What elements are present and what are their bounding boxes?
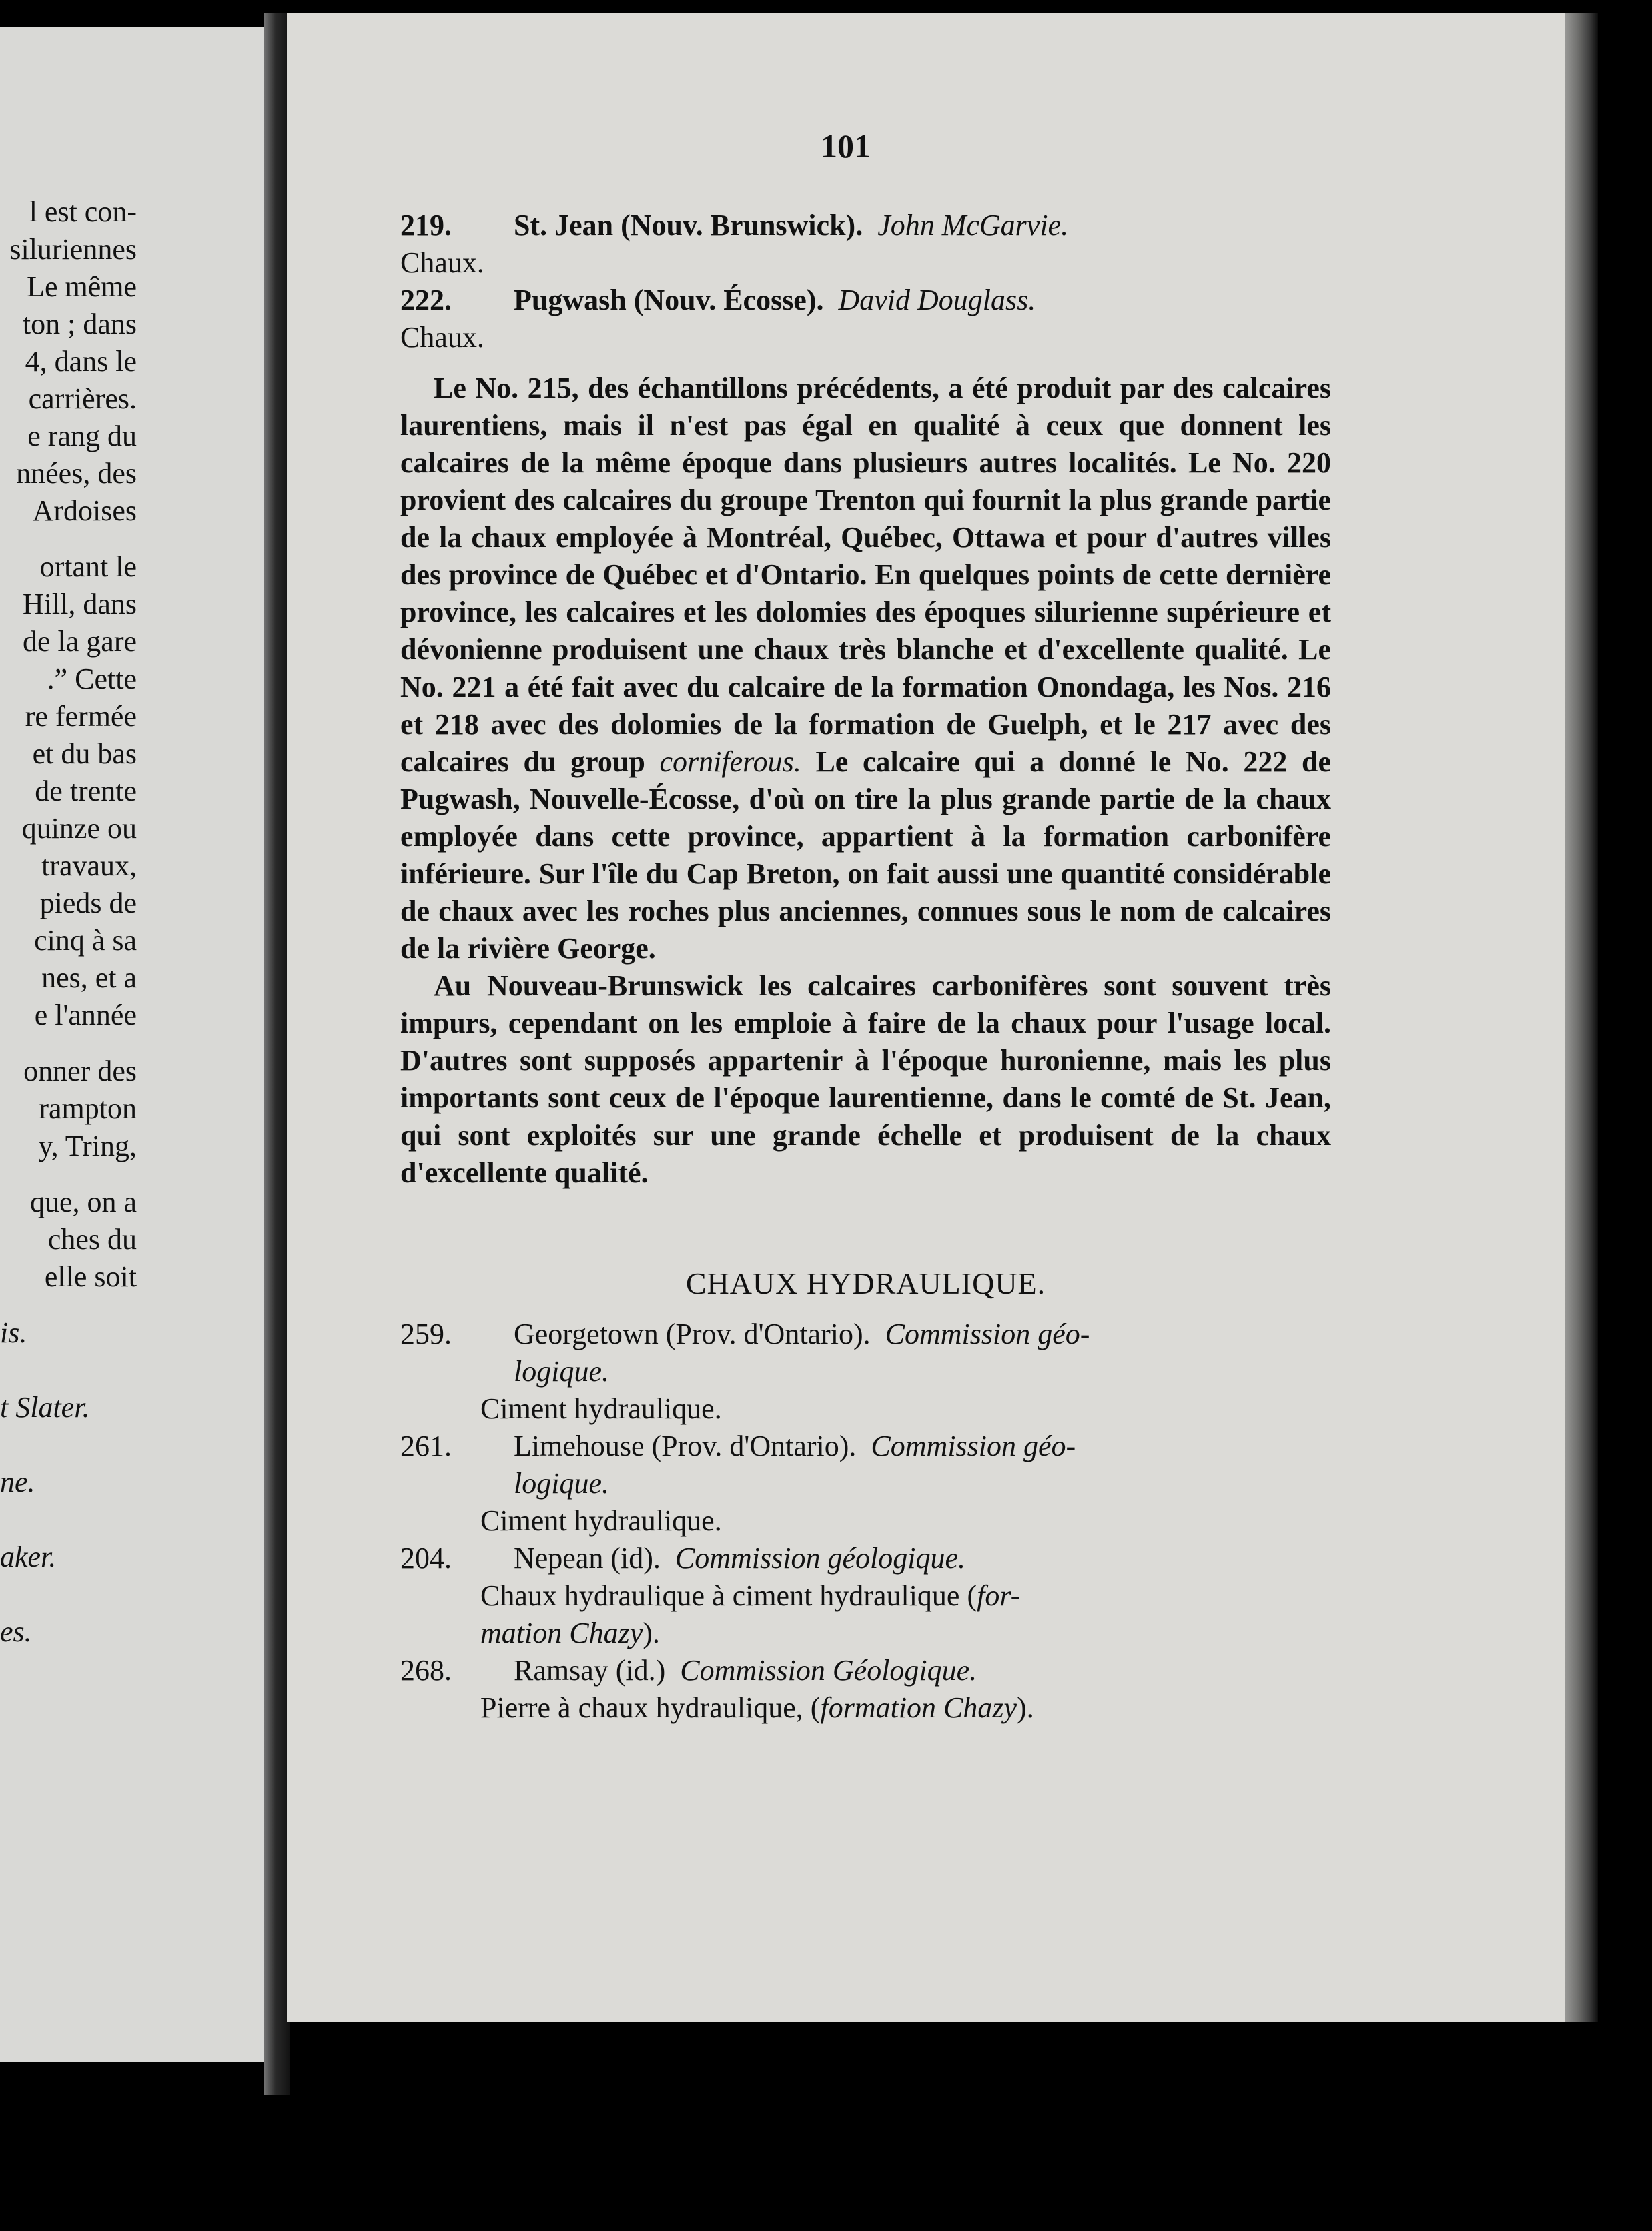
entry-source-cont: logique.: [514, 1355, 609, 1388]
entry-source-cont: logique.: [514, 1467, 609, 1500]
left-page-line: y, Tring,: [38, 1130, 137, 1162]
book-gutter: [264, 13, 290, 2095]
entry-product: Chaux hydraulique à ciment hydraulique (: [480, 1579, 977, 1612]
left-page-italic-line: aker.: [0, 1540, 57, 1573]
entry-source: Commission géo-: [885, 1318, 1090, 1350]
paragraph-text: Le No. 215, des échantillons précédents, a été produit par des calcaires laurentiens, mais il n'est pas égal en qualité à ceux que donnent les calcaires de la même époque dans plusieurs autres localités. Le No. 220 provient des calcaires du groupe Trenton qui fournit la plus grande partie de la chaux employée à Montréal, Québec, Ottawa et pour d'autres villes des province de Québec et d'Ontario. En quelques points de cette dernière province, les calcaires et les dolomies des époques silurienne supérieure et dévonienne produisent une chaux très blanche et d'excellente qualité. Le No. 221 a été fait avec du calcaire de la formation Onondaga, les Nos. 216 et 218 avec des dolomies de la formation de Guelph, et le 217 avec des calcaires du group: [400, 372, 1331, 778]
section-heading: CHAUX HYDRAULIQUE.: [685, 1266, 1046, 1300]
left-page-line: pieds de: [39, 887, 137, 919]
left-page-line: cinq à sa: [34, 924, 137, 957]
entry-place: St. Jean (Nouv. Brunswick).: [514, 209, 863, 242]
left-page-line: Le même: [27, 270, 137, 303]
paragraph: [400, 370, 1331, 967]
top-entry: [400, 207, 1331, 282]
entry-product-italic: mation Chazy: [480, 1617, 643, 1649]
left-page: [0, 27, 267, 2062]
entry-product: Ciment hydraulique.: [480, 1392, 722, 1425]
page-number: 101: [821, 127, 871, 165]
left-page-line: nes, et a: [41, 961, 137, 994]
entry-place: Limehouse (Prov. d'Ontario).: [514, 1430, 857, 1462]
left-page-line: quinze ou: [21, 812, 137, 845]
paragraph: Au Nouveau-Brunswick les calcaires carbonifères sont souvent très impurs, cependant on les emploie à faire de la chaux pour l'usage local. D'autres sont supposés appartenir à l'époque huronienne, mais les plus importants sont ceux de l'époque laurentienne, dans le comté de St. Jean, qui sont exploités sur une grande échelle et produisent de la chaux d'excellente qualité.: [400, 969, 1331, 1189]
entry-product: Chaux.: [400, 321, 484, 354]
left-page-line: ortant le: [39, 550, 137, 583]
page-body: [400, 207, 1331, 1727]
left-page-text: [0, 193, 137, 1688]
entry-product: Pierre à chaux hydraulique, (: [480, 1691, 821, 1724]
left-page-line: elle soit: [44, 1260, 137, 1293]
entry-place: Georgetown (Prov. d'Ontario).: [514, 1318, 871, 1350]
left-page-spacer: [0, 1296, 137, 1314]
left-page-line: de la gare: [23, 625, 137, 658]
left-page-line: Ardoises: [32, 494, 137, 527]
left-page-line: carrières.: [28, 382, 137, 415]
left-page-line: e rang du: [27, 420, 137, 452]
entry-place: Pugwash (Nouv. Écosse).: [514, 284, 824, 316]
entry-number: 222.: [400, 284, 452, 316]
left-page-line: ches du: [47, 1223, 137, 1256]
left-page-line: .” Cette: [47, 662, 137, 695]
left-page-italic-line: is.: [0, 1316, 27, 1349]
entry-product: Ciment hydraulique.: [480, 1504, 722, 1537]
left-page-italic-line: t Slater.: [0, 1391, 90, 1424]
entry-number: 259.: [400, 1318, 452, 1350]
entry-place: Ramsay (id.): [514, 1654, 666, 1687]
entry-number: 219.: [400, 209, 452, 242]
entry-number: 261.: [400, 1430, 452, 1462]
left-page-line: onner des: [23, 1055, 137, 1087]
entry-number: 268.: [400, 1654, 452, 1687]
entry-person: David Douglass.: [838, 284, 1036, 316]
hydraulic-entry: [400, 1316, 1331, 1428]
left-page-line: [0, 530, 137, 548]
left-page-line: rampton: [39, 1092, 137, 1125]
left-page-line: siluriennes: [9, 233, 137, 266]
italic-term: corniferous.: [659, 745, 801, 778]
left-page-line: e l'année: [34, 999, 137, 1031]
page-edge-shadow: [1565, 13, 1598, 2022]
left-page-italic-line: es.: [0, 1615, 32, 1648]
left-page-line: [0, 1165, 137, 1184]
hydraulic-entry: [400, 1540, 1331, 1652]
left-page-line: re fermée: [25, 700, 137, 733]
entry-product: Chaux.: [400, 246, 484, 279]
entry-number: 204.: [400, 1542, 452, 1575]
top-entry: [400, 282, 1331, 356]
entry-product-italic: formation Chazy: [820, 1691, 1017, 1724]
left-page-line: Hill, dans: [22, 588, 137, 620]
left-page-line: l est con-: [29, 195, 137, 228]
paragraph-text: Le calcaire qui a donné le No. 222 de Pugwash, Nouvelle-Écosse, d'où on tire la plus grande partie de la chaux employée dans cette province, appartient à la formation carbonifère inférieure. Sur l'île du Cap Breton, on fait aussi une quantité considérable de chaux avec les roches plus anciennes, connues sous le nom de calcaires de la rivière George.: [400, 745, 1332, 965]
left-page-line: que, on a: [29, 1186, 137, 1218]
hydraulic-entry: [400, 1428, 1331, 1540]
entry-source: Commission géo-: [871, 1430, 1076, 1462]
entry-product-end: ).: [643, 1617, 660, 1649]
left-page-line: et du bas: [32, 737, 137, 770]
entry-product-italic: for-: [977, 1579, 1021, 1612]
entry-source: Commission géologique.: [675, 1542, 966, 1575]
entry-place: Nepean (id).: [514, 1542, 661, 1575]
left-page-line: travaux,: [41, 849, 137, 882]
left-page-line: nnées, des: [16, 457, 137, 490]
entry-person: John McGarvie.: [877, 209, 1069, 242]
left-page-line: [0, 1034, 137, 1053]
left-page-italic-line: ne.: [0, 1466, 35, 1498]
entry-source: Commission Géologique.: [680, 1654, 977, 1687]
hydraulic-entry: [400, 1652, 1331, 1727]
left-page-line: 4, dans le: [25, 345, 137, 378]
left-page-line: de trente: [35, 775, 137, 807]
left-page-line: ton ; dans: [22, 308, 137, 340]
entry-product-end: ).: [1017, 1691, 1034, 1724]
